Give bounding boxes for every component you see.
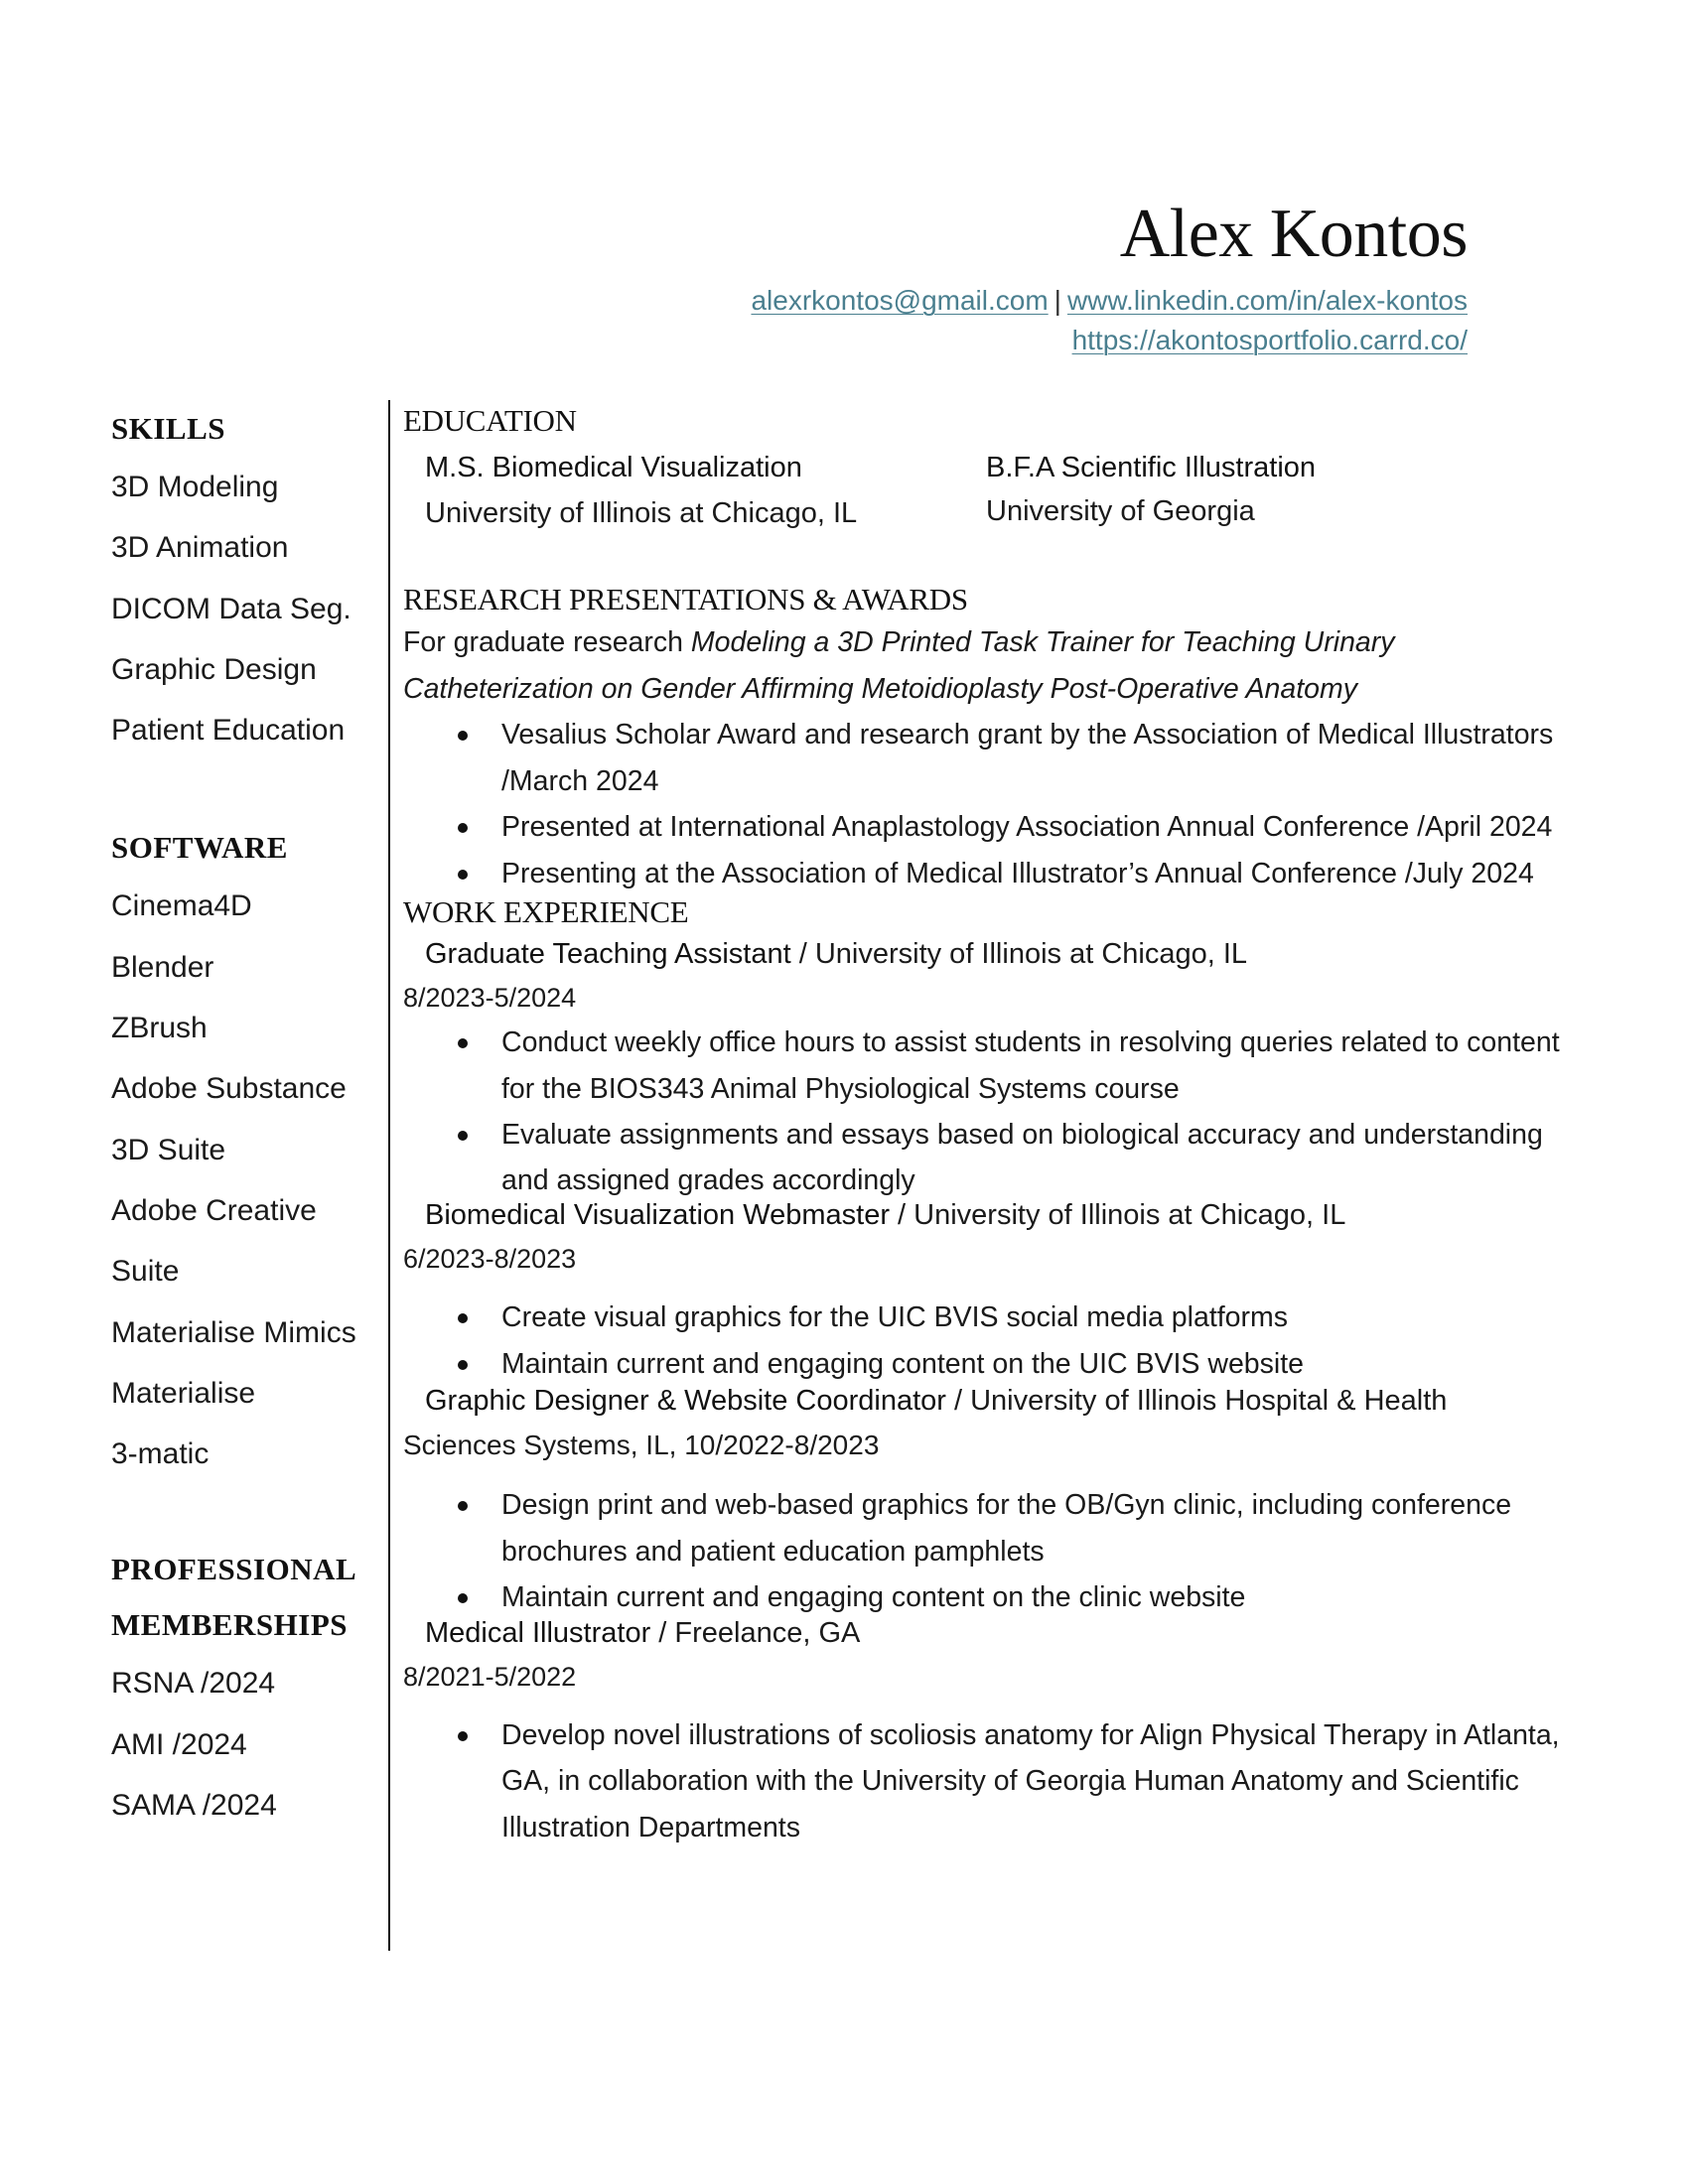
memberships-heading-cont: MEMBERSHIPS <box>111 1607 349 1643</box>
job-role: Graphic Designer & Website Coordinator <box>425 1385 946 1417</box>
job-role: Medical Illustrator <box>425 1616 651 1649</box>
portfolio-line <box>1072 325 1468 356</box>
bullet-text: Maintain current and engaging content on the UIC BVIS website <box>501 1347 1304 1380</box>
research-bullet <box>403 851 1565 897</box>
contact-line <box>751 285 1468 317</box>
bullet-icon <box>458 1360 468 1370</box>
skill-item: Graphic Design <box>111 652 317 686</box>
work-heading: WORK EXPERIENCE <box>403 894 689 929</box>
education-entry <box>986 445 1547 536</box>
separator: | <box>1054 285 1061 316</box>
software-item: Adobe Substance <box>111 1072 347 1106</box>
school: University of Illinois at Chicago, IL <box>425 497 858 529</box>
main-content <box>403 401 1565 1850</box>
job-org: / University of Illinois Hospital & Health <box>945 1385 1448 1417</box>
job-org: / University of Illinois at Chicago, IL <box>790 938 1248 970</box>
research-intro-prefix: For graduate research <box>403 626 691 658</box>
software-item: Adobe Creative <box>111 1193 317 1227</box>
bullet-text: Conduct weekly office hours to assist students in resolving queries related to content for the BIOS343 Animal Physiological Systems course <box>501 1026 1560 1105</box>
software-section <box>111 820 379 1484</box>
job-title <box>425 932 1565 976</box>
bullet-text: Vesalius Scholar Award and research grant by the Association of Medical Illustrators /March 2024 <box>501 719 1554 797</box>
software-item: 3D Suite <box>111 1133 226 1166</box>
bullet-icon <box>458 1501 468 1511</box>
software-item: 3-matic <box>111 1437 210 1471</box>
job-bullet <box>403 1712 1565 1851</box>
job-bullet <box>403 1574 1565 1621</box>
bullet-text: Develop novel illustrations of scoliosis anatomy for Align Physical Therapy in Atlanta, GA, in collaboration with the University of Georgia Human Anatomy and Scientific Illustration Departments <box>501 1718 1560 1843</box>
job-dates: 6/2023-8/2023 <box>403 1244 577 1274</box>
bullet-icon <box>458 870 468 880</box>
job-bullet <box>403 1482 1565 1574</box>
job-bullets <box>403 1712 1565 1851</box>
research-intro <box>403 619 1565 712</box>
software-item: Cinema4D <box>111 889 252 923</box>
research-bullet <box>403 712 1565 804</box>
software-item: Blender <box>111 950 214 984</box>
membership-item: AMI /2024 <box>111 1727 247 1761</box>
job-org: / Freelance, GA <box>650 1616 861 1649</box>
software-item: ZBrush <box>111 1012 208 1045</box>
portfolio-link[interactable]: https://akontosportfolio.carrd.co/ <box>1071 325 1468 355</box>
research-bullets <box>403 712 1565 896</box>
school: University of Georgia <box>986 495 1255 527</box>
memberships-heading: PROFESSIONAL <box>111 1552 357 1587</box>
job-bullets <box>403 1482 1565 1621</box>
research-heading: RESEARCH PRESENTATIONS & AWARDS <box>403 582 968 616</box>
research-bullet <box>403 804 1565 851</box>
job-bullet <box>403 1295 1565 1341</box>
job-bullet <box>403 1341 1565 1388</box>
education-heading: EDUCATION <box>403 403 577 438</box>
bullet-text: Create visual graphics for the UIC BVIS social media platforms <box>501 1301 1288 1333</box>
software-item: Materialise Mimics <box>111 1315 356 1349</box>
skill-item: DICOM Data Seg. <box>111 592 351 625</box>
membership-item: SAMA /2024 <box>111 1789 277 1823</box>
bullet-icon <box>458 1593 468 1603</box>
education-list <box>425 445 1565 536</box>
skills-heading: SKILLS <box>111 411 226 446</box>
bullet-icon <box>458 1313 468 1323</box>
bullet-icon <box>458 731 468 741</box>
job-org-continued: Sciences Systems, IL, 10/2022-8/2023 <box>403 1430 880 1460</box>
bullet-icon <box>458 1131 468 1141</box>
skill-item: 3D Animation <box>111 531 289 565</box>
software-heading: SOFTWARE <box>111 830 288 866</box>
bullet-text: Evaluate assignments and essays based on biological accuracy and understanding and assigned grades accordingly <box>501 1119 1543 1196</box>
job-org: / University of Illinois at Chicago, IL <box>889 1199 1346 1231</box>
job-bullets <box>403 1295 1565 1387</box>
bullet-text: Presented at International Anaplastology Association Annual Conference /April 2024 <box>501 811 1553 843</box>
job-dates: 8/2021-5/2022 <box>403 1661 577 1692</box>
bullet-text: Maintain current and engaging content on the clinic website <box>501 1581 1246 1613</box>
education-entry <box>425 445 986 536</box>
software-item: Materialise <box>111 1376 256 1410</box>
bullet-icon <box>458 1731 468 1741</box>
bullet-icon <box>458 1038 468 1048</box>
job-dates: 8/2023-5/2024 <box>403 983 577 1013</box>
job-role: Graduate Teaching Assistant <box>425 938 791 970</box>
skills-section <box>111 401 379 760</box>
membership-item: RSNA /2024 <box>111 1667 276 1701</box>
research-title: Modeling a 3D Printed Task Trainer for Teaching Urinary Catheterization on Gender Affirming Metoidioplasty Post-Operative Anatomy <box>403 626 1395 705</box>
job-bullet <box>403 1112 1565 1203</box>
job-bullet <box>403 1020 1565 1112</box>
email-link[interactable]: alexrkontos@gmail.com <box>751 285 1049 316</box>
skill-item: Patient Education <box>111 714 346 748</box>
column-divider <box>388 400 390 1951</box>
bullet-text: Presenting at the Association of Medical Illustrator’s Annual Conference /July 2024 <box>501 857 1534 889</box>
resume-name: Alex Kontos <box>1119 196 1468 272</box>
bullet-icon <box>458 823 468 833</box>
spacer <box>403 1468 1565 1482</box>
spacer <box>403 1699 1565 1712</box>
memberships-section <box>111 1542 379 1836</box>
bullet-text: Design print and web-based graphics for the OB/Gyn clinic, including conference brochures and patient education pamphlets <box>501 1489 1512 1568</box>
job-role: Biomedical Visualization Webmaster <box>425 1199 890 1231</box>
spacer <box>403 1281 1565 1295</box>
sidebar <box>111 401 379 1836</box>
linkedin-link[interactable]: www.linkedin.com/in/alex-kontos <box>1066 285 1468 316</box>
job-bullets <box>403 1020 1565 1203</box>
software-item: Suite <box>111 1255 180 1289</box>
skill-item: 3D Modeling <box>111 471 279 503</box>
degree: M.S. Biomedical Visualization <box>425 452 802 483</box>
degree: B.F.A Scientific Illustration <box>986 452 1317 483</box>
